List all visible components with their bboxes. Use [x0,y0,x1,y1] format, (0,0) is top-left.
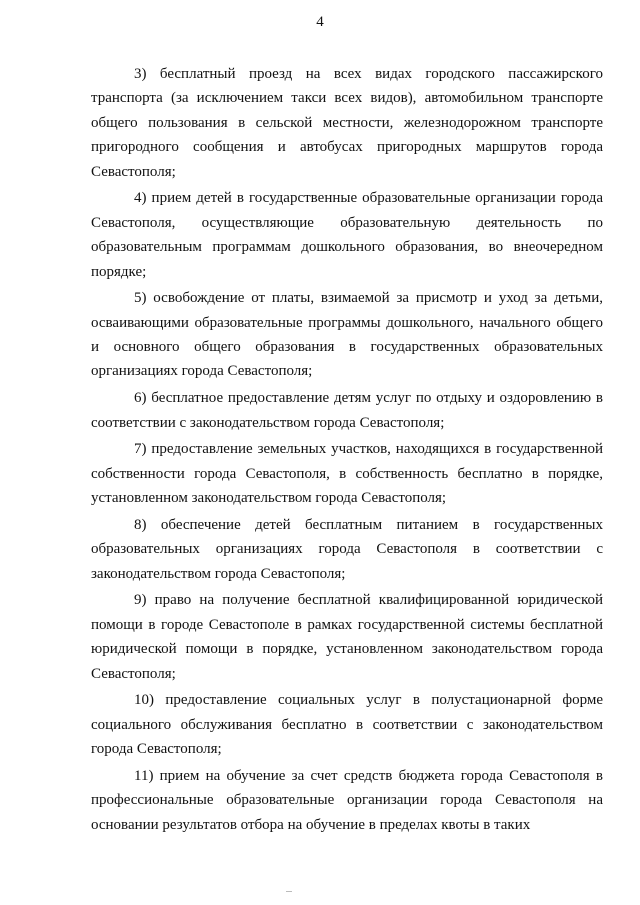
paragraph-item-11: 11) прием на обучение за счет средств бюджета города Севастополя в профессиональные образовательные организации города Севастополя на основании результатов отбора на обучение в пределах квоты в таких [91,767,603,833]
document-body [91,62,603,839]
paragraph-item-7: 7) предоставление земельных участков, находящихся в государственной собственности города Севастополя, в собственность бесплатно в порядке, установленном законодательством города Севастополя; [91,441,603,507]
paragraph-item-9: 9) право на получение бесплатной квалифицированной юридической помощи в городе Севастополе в рамках государственной системы бесплатной юридической помощи в порядке, установленном законодательством города Севастополя; [91,592,603,682]
paragraph-item-5: 5) освобождение от платы, взимаемой за присмотр и уход за детьми, осваивающими образовательные программы дошкольного, начального общего и основного общего образования в государственных образовательных организациях города Севастополя; [91,290,603,380]
paragraph-item-10: 10) предоставление социальных услуг в полустационарной форме социального обслуживания бесплатно в соответствии с законодательством города Севастополя; [91,692,603,758]
paragraph-item-8: 8) обеспечение детей бесплатным питанием в государственных образовательных организациях города Севастополя в соответствии с законодательством города Севастополя; [91,516,603,582]
page-number: 4 [316,14,324,30]
bottom-mark [286,891,292,892]
paragraph-item-6: 6) бесплатное предоставление детям услуг по отдыху и оздоровлению в соответствии с законодательством города Севастополя; [91,390,603,431]
paragraph-item-3: 3) бесплатный проезд на всех видах городского пассажирского транспорта (за исключением такси всех видов), автомобильном транспорте общего пользования в сельской местности, железнодорожном транспорте пригородного сообщения и автобусах пригородных маршрутов города Севастополя; [91,66,603,180]
paragraph-item-4: 4) прием детей в государственные образовательные организации города Севастополя, осуществляющие образовательную деятельность по образовательным программам дошкольного образования, во внеочередном порядке; [91,190,603,280]
